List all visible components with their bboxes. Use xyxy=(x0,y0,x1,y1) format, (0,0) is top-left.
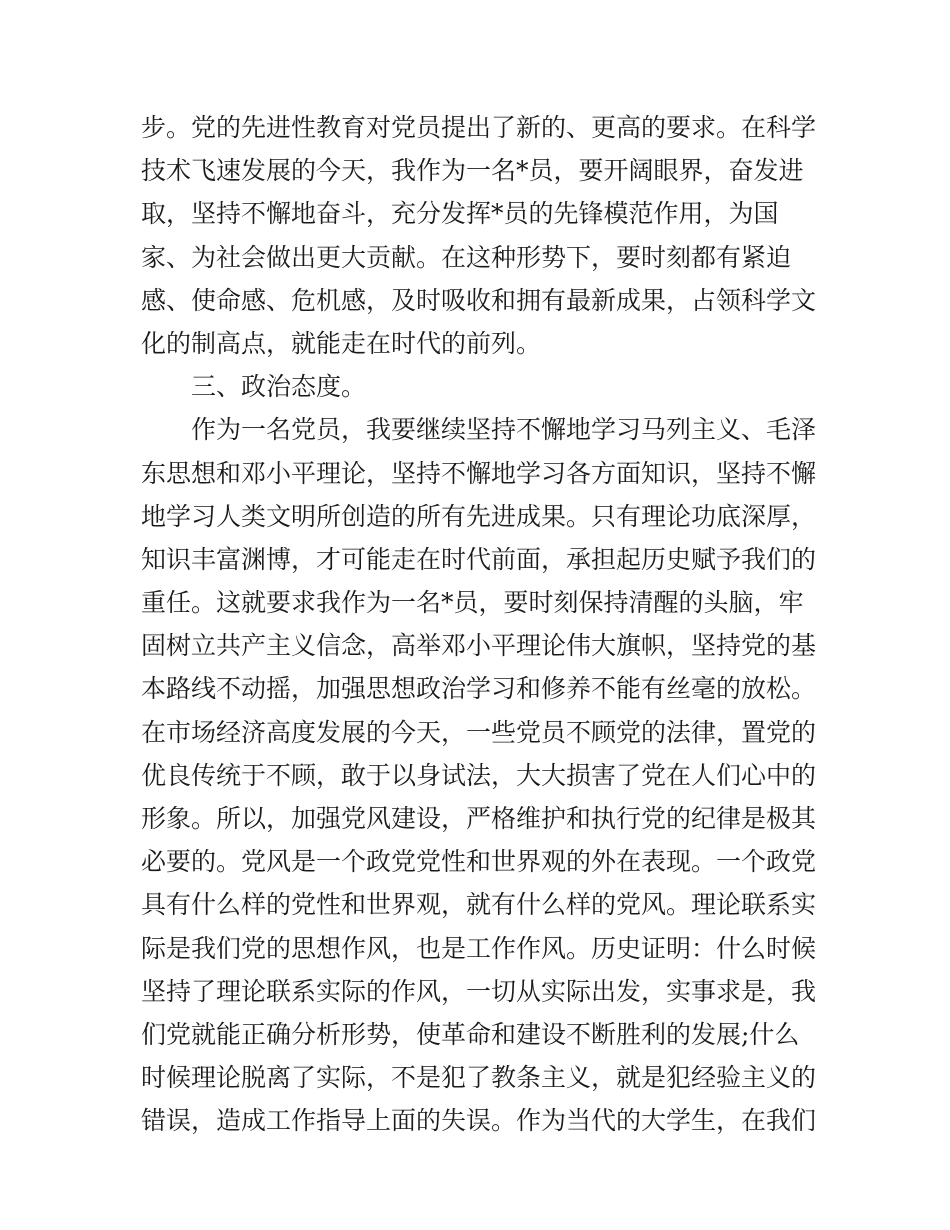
text-line: 具有什么样的党性和世界观，就有什么样的党风。理论联系实 xyxy=(141,890,817,920)
text-line: 们党就能正确分析形势，使革命和建设不断胜利的发展;什么 xyxy=(141,1019,800,1049)
text-line: 作为一名党员，我要继续坚持不懈地学习马列主义、毛泽 xyxy=(191,415,817,445)
text-line: 际是我们党的思想作风，也是工作作风。历史证明：什么时候 xyxy=(141,933,817,963)
text-line: 技术飞速发展的今天，我作为一名*员，要开阔眼界，奋发进 xyxy=(141,156,804,186)
text-line: 地学习人类文明所创造的所有先进成果。只有理论功底深厚， xyxy=(141,501,817,531)
text-line: 步。党的先进性教育对党员提出了新的、更高的要求。在科学 xyxy=(141,113,817,142)
section-heading: 三、政治态度。 xyxy=(191,372,367,402)
text-line: 错误，造成工作指导上面的失误。作为当代的大学生，在我们 xyxy=(141,1106,817,1136)
document-body xyxy=(141,106,821,1143)
text-line: 化的制高点，就能走在时代的前列。 xyxy=(141,328,542,358)
text-line: 在市场经济高度发展的今天，一些党员不顾党的法律，置党的 xyxy=(141,717,817,747)
text-line: 感、使命感、危机感，及时吸收和拥有最新成果，占领科学文 xyxy=(141,285,817,315)
text-line: 东思想和邓小平理论，坚持不懈地学习各方面知识，坚持不懈 xyxy=(141,458,817,488)
text-line: 知识丰富渊博，才可能走在时代前面，承担起历史赋予我们的 xyxy=(141,544,817,574)
text-line: 坚持了理论联系实际的作风，一切从实际出发，实事求是，我 xyxy=(141,976,817,1006)
text-line: 时候理论脱离了实际，不是犯了教条主义，就是犯经验主义的 xyxy=(141,1063,817,1093)
text-line: 家、为社会做出更大贡献。在这种形势下，要时刻都有紧迫 xyxy=(141,242,792,272)
text-line: 固树立共产主义信念，高举邓小平理论伟大旗帜，坚持党的基 xyxy=(141,631,817,661)
text-line: 必要的。党风是一个政党党性和世界观的外在表现。一个政党 xyxy=(141,847,817,877)
text-line: 取，坚持不懈地奋斗，充分发挥*员的先锋模范作用，为国 xyxy=(141,199,779,229)
text-line: 重任。这就要求我作为一名*员，要时刻保持清醒的头脑，牢 xyxy=(141,588,804,618)
text-line: 优良传统于不顾，敢于以身试法，大大损害了党在人们心中的 xyxy=(141,760,817,790)
text-line: 形象。所以，加强党风建设，严格维护和执行党的纪律是极其 xyxy=(141,804,817,833)
text-line: 本路线不动摇，加强思想政治学习和修养不能有丝毫的放松。 xyxy=(141,674,817,704)
